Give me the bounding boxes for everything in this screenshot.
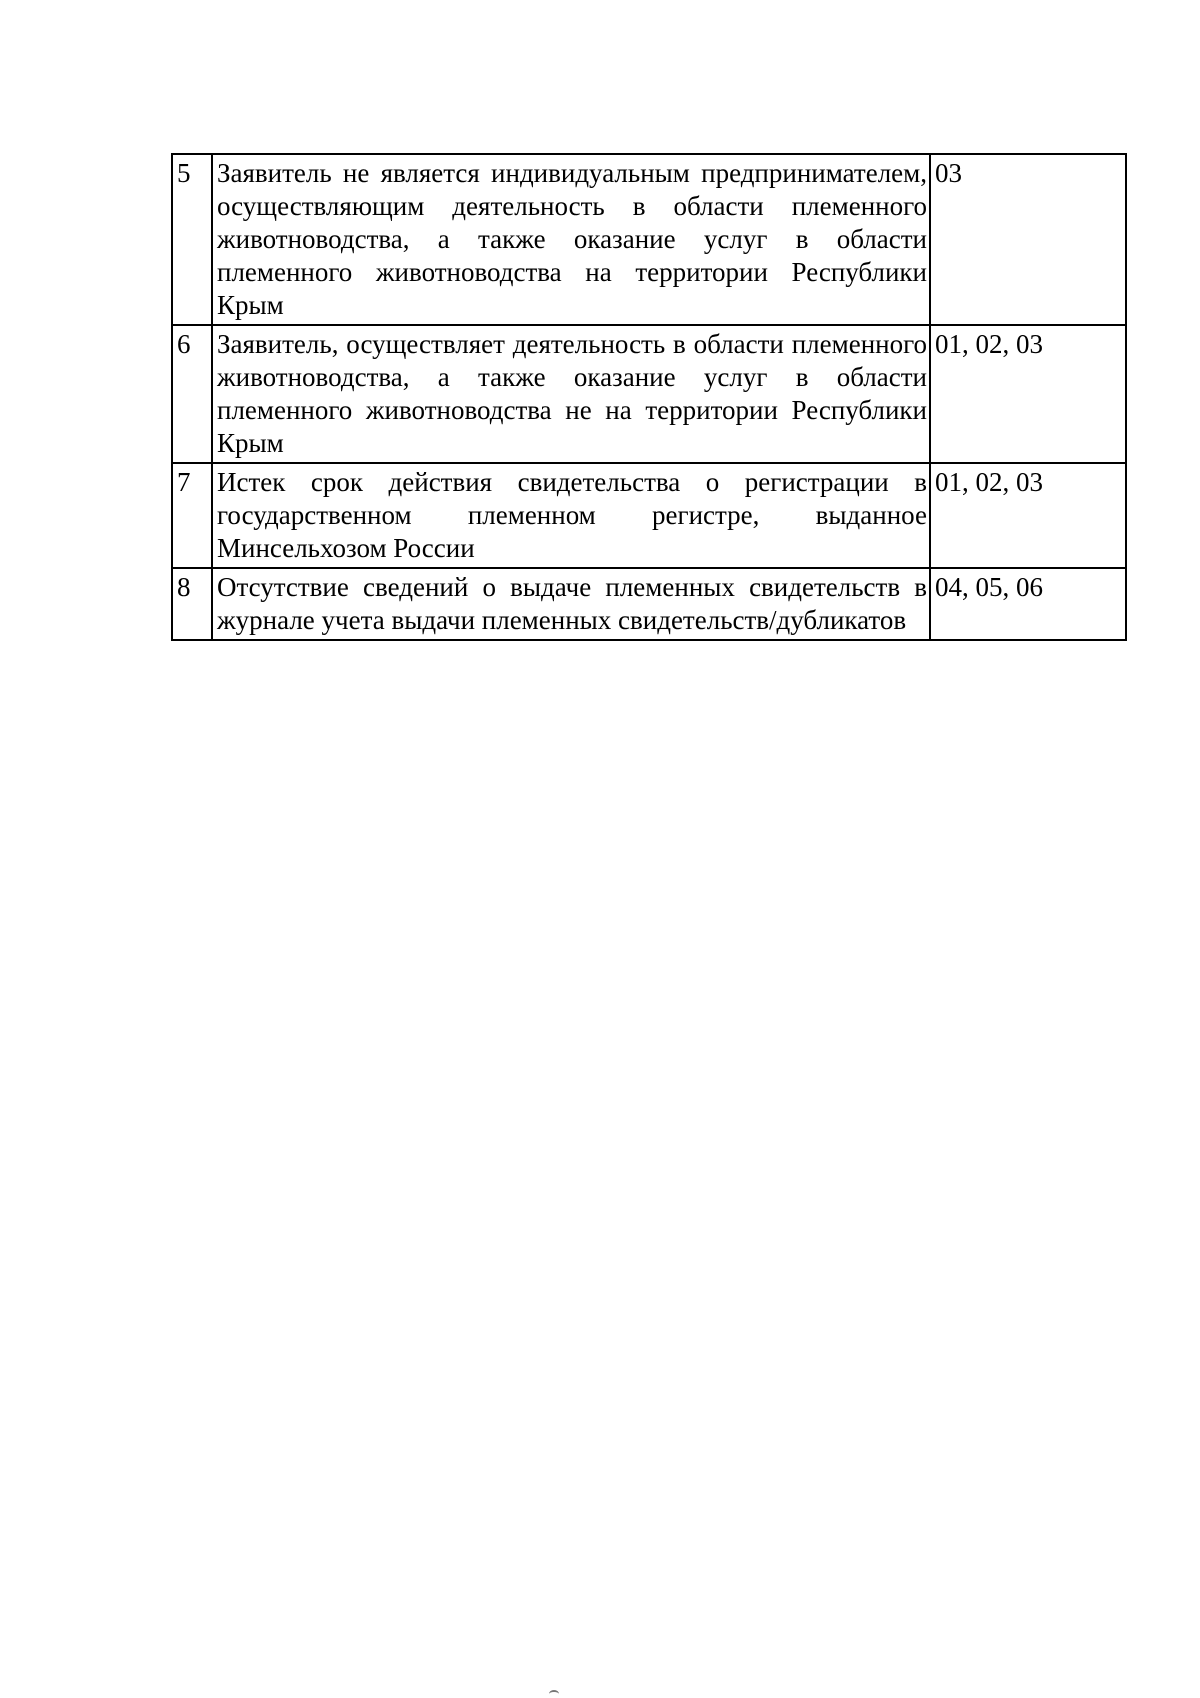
row-number: 5 <box>172 154 212 325</box>
row-text: Истек срок действия свидетельства о регистрации в государственном племенном регистре, выданное Минсельхозом России <box>212 463 930 568</box>
table-row <box>172 325 1126 463</box>
table-row <box>172 463 1126 568</box>
row-number: 7 <box>172 463 212 568</box>
row-text: Отсутствие сведений о выдаче племенных свидетельств в журнале учета выдачи племенных свидетельств/дубликатов <box>212 568 930 640</box>
row-number: 8 <box>172 568 212 640</box>
table-row <box>172 154 1126 325</box>
row-codes: 01, 02, 03 <box>930 463 1126 568</box>
row-codes: 01, 02, 03 <box>930 325 1126 463</box>
row-text: Заявитель не является индивидуальным предпринимателем, осуществляющим деятельность в области племенного животноводства, а также оказание услуг в области племенного животноводства на территории Республики Крым <box>212 154 930 325</box>
row-codes: 03 <box>930 154 1126 325</box>
denial-grounds-table <box>171 153 1127 641</box>
row-codes: 04, 05, 06 <box>930 568 1126 640</box>
row-text: Заявитель, осуществляет деятельность в области племенного животноводства, а также оказание услуг в области племенного животноводства не на территории Республики Крым <box>212 325 930 463</box>
row-number: 6 <box>172 325 212 463</box>
table-row <box>172 568 1126 640</box>
